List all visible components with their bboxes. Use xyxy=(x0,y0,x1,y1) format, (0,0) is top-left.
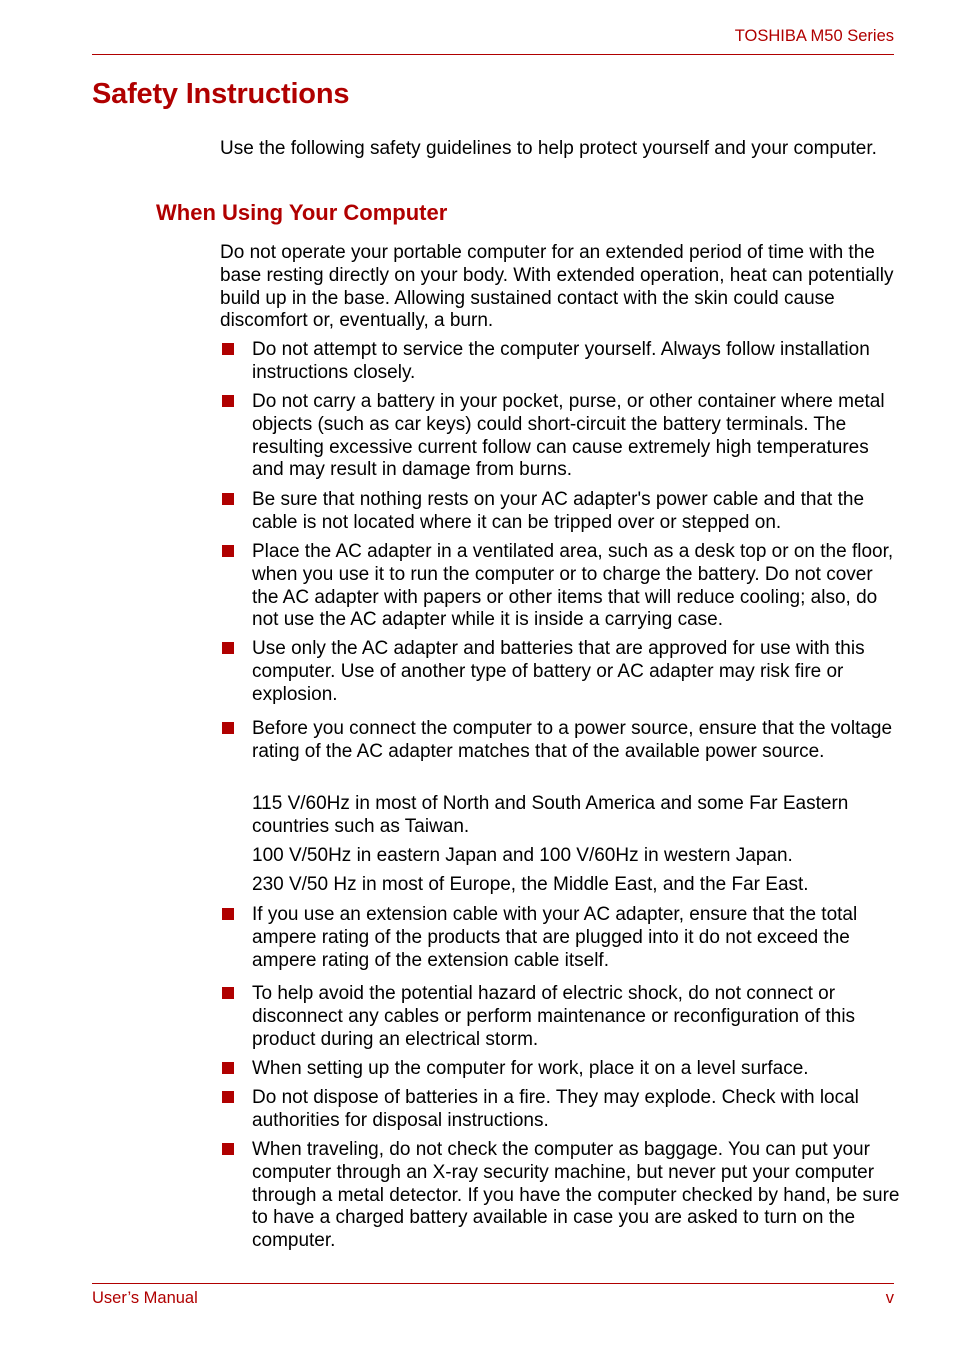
bullet-square-icon xyxy=(222,642,234,654)
intro-text: Use the following safety guidelines to help protect yourself and your computer. xyxy=(220,138,877,159)
list-item: When traveling, do not check the computer as baggage. You can put your computer through an X-ray security machine, but never put your computer through a metal detector. If you have the computer checked by hand, be sure to have a charged battery available in case you are asked to turn on the computer. xyxy=(252,1139,900,1252)
list-item: Be sure that nothing rests on your AC adapter's power cable and that the cable is not located where it can be tripped over or stepped on. xyxy=(252,489,865,533)
list-item: Do not dispose of batteries in a fire. They may explode. Check with local authorities for disposal instructions. xyxy=(252,1087,859,1131)
voltage-note: 115 V/60Hz in most of North and South America and some Far Eastern countries such as Taiwan. xyxy=(252,793,849,837)
list-item: To help avoid the potential hazard of electric shock, do not connect or disconnect any cables or perform maintenance or reconfiguration of this product during an electrical storm. xyxy=(252,983,856,1050)
header-rule xyxy=(92,54,894,55)
bullet-square-icon xyxy=(222,987,234,999)
bullet-square-icon xyxy=(222,395,234,407)
list-item: When setting up the computer for work, place it on a level surface. xyxy=(252,1058,809,1079)
voltage-note: 230 V/50 Hz in most of Europe, the Middle East, and the Far East. xyxy=(252,874,809,895)
list-item: Place the AC adapter in a ventilated area, such as a desk top or on the floor, when you use it to run the computer or to charge the battery. Do not cover the AC adapter with papers or other items that will reduce cooling; also, do not use the AC adapter while it is inside a carrying case. xyxy=(252,541,894,631)
footer-rule xyxy=(92,1283,894,1284)
bullet-square-icon xyxy=(222,343,234,355)
bullet-square-icon xyxy=(222,908,234,920)
list-item: If you use an extension cable with your AC adapter, ensure that the total ampere rating of the products that are plugged into it do not exceed the ampere rating of the extension cable itself. xyxy=(252,904,858,971)
footer-page-number: v xyxy=(885,1289,894,1307)
list-item: Do not attempt to service the computer yourself. Always follow installation instructions closely. xyxy=(252,339,870,383)
section-heading: When Using Your Computer xyxy=(156,200,448,225)
list-item: Use only the AC adapter and batteries that are approved for use with this computer. Use of another type of battery or AC adapter may risk fire or explosion. xyxy=(252,638,865,705)
list-item: Do not carry a battery in your pocket, purse, or other container where metal objects (such as car keys) could short-circuit the battery terminals. The resulting excessive current follow can cause extremely high temperatures and may result in damage from burns. xyxy=(252,391,885,481)
bullet-square-icon xyxy=(222,722,234,734)
section-paragraph: Do not operate your portable computer for an extended period of time with the base resting directly on your body. With extended operation, heat can potentially build up in the base. Allowing sustained contact with the skin could cause discomfort or, eventually, a burn. xyxy=(220,242,894,332)
bullet-square-icon xyxy=(222,1143,234,1155)
bullet-square-icon xyxy=(222,493,234,505)
footer-manual-label: User’s Manual xyxy=(92,1289,198,1307)
header-series: TOSHIBA M50 Series xyxy=(734,27,894,45)
list-item: Before you connect the computer to a power source, ensure that the voltage rating of the AC adapter matches that of the available power source. xyxy=(252,718,893,762)
voltage-note: 100 V/50Hz in eastern Japan and 100 V/60Hz in western Japan. xyxy=(252,845,793,866)
page-title: Safety Instructions xyxy=(92,78,350,110)
bullet-square-icon xyxy=(222,545,234,557)
bullet-square-icon xyxy=(222,1091,234,1103)
bullet-square-icon xyxy=(222,1062,234,1074)
